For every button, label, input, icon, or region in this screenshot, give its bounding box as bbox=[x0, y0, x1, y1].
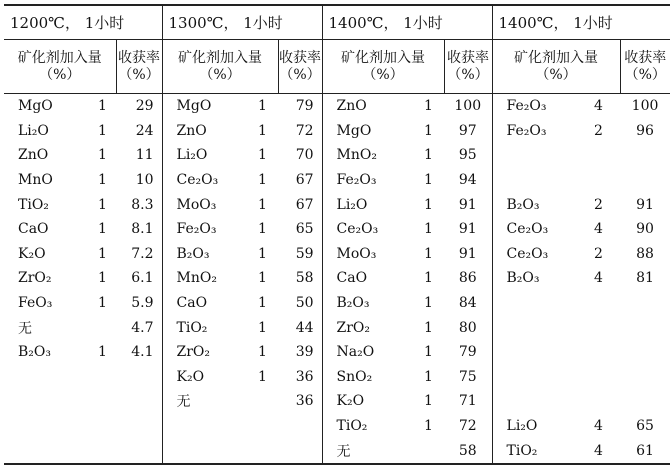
dose-cell: 1 bbox=[424, 418, 433, 435]
agent-label: 矿化剂加入量 bbox=[514, 49, 599, 66]
mineralizer-cell: B₂O₃ bbox=[336, 295, 370, 312]
dose-cell: 1 bbox=[258, 98, 267, 115]
mineralizer-cell: 无 bbox=[336, 443, 351, 460]
yield-cell bbox=[620, 340, 670, 365]
dose-cell bbox=[256, 414, 278, 439]
yield-unit: （%） bbox=[447, 66, 489, 83]
yield-cell: 4.7 bbox=[116, 315, 162, 340]
dose-cell: 1 bbox=[258, 295, 267, 312]
yield-cell bbox=[620, 389, 670, 414]
table-row bbox=[4, 168, 670, 193]
yield-cell bbox=[116, 389, 162, 414]
dose-cell: 1 bbox=[98, 122, 107, 139]
yield-cell: 4.1 bbox=[116, 340, 162, 365]
dose-cell: 4 bbox=[594, 442, 603, 459]
yield-cell: 86 bbox=[444, 266, 492, 291]
yield-cell: 65 bbox=[636, 418, 654, 435]
dose-cell: 1 bbox=[424, 393, 433, 410]
dose-cell: 1 bbox=[424, 98, 433, 115]
yield-cell: 6.1 bbox=[116, 266, 162, 291]
mineralizer-cell: ZrO₂ bbox=[176, 344, 211, 361]
mineralizer-cell: K₂O bbox=[176, 368, 205, 385]
yield-cell bbox=[278, 438, 322, 464]
column-header-yield bbox=[620, 40, 670, 94]
yield-cell: 10 bbox=[116, 168, 162, 193]
dose-cell bbox=[96, 438, 116, 464]
dose-cell: 1 bbox=[98, 295, 107, 312]
table-row bbox=[4, 365, 670, 390]
yield-cell: 58 bbox=[278, 266, 322, 291]
block-2-condition: 1300℃， 1小时 bbox=[162, 5, 322, 40]
column-header-yield bbox=[116, 40, 162, 94]
dose-cell: 1 bbox=[258, 147, 267, 164]
dose-cell bbox=[592, 143, 620, 168]
agent-label: 矿化剂加入量 bbox=[17, 49, 102, 66]
yield-cell: 61 bbox=[636, 442, 654, 459]
mineralizer-cell: ZnO bbox=[18, 147, 49, 164]
mineralizer-cell bbox=[4, 365, 96, 390]
yield-cell bbox=[116, 414, 162, 439]
yield-cell: 90 bbox=[636, 221, 654, 238]
dose-cell bbox=[96, 414, 116, 439]
table-row bbox=[4, 217, 670, 242]
yield-cell bbox=[116, 365, 162, 390]
yield-cell: 97 bbox=[444, 119, 492, 144]
dose-cell: 1 bbox=[98, 147, 107, 164]
yield-cell: 91 bbox=[636, 196, 654, 213]
mineralizer-cell: Fe₂O₃ bbox=[176, 221, 217, 238]
dose-cell: 1 bbox=[98, 270, 107, 287]
column-header-yield bbox=[278, 40, 322, 94]
mineralizer-cell: B₂O₃ bbox=[506, 270, 540, 287]
mineralizer-cell: Fe₂O₃ bbox=[336, 172, 377, 189]
dose-cell: 2 bbox=[594, 196, 603, 213]
mineralizer-cell: Ce₂O₃ bbox=[506, 245, 549, 262]
dose-cell: 1 bbox=[424, 221, 433, 238]
column-header-agent bbox=[4, 40, 116, 94]
yield-cell: 79 bbox=[278, 94, 322, 119]
dose-cell: 1 bbox=[98, 245, 107, 262]
yield-cell: 71 bbox=[444, 389, 492, 414]
dose-cell: 1 bbox=[424, 147, 433, 164]
yield-cell bbox=[620, 143, 670, 168]
mineralizer-cell: B₂O₃ bbox=[18, 344, 51, 361]
mineralizer-cell: Fe₂O₃ bbox=[506, 122, 547, 139]
yield-cell bbox=[278, 414, 322, 439]
dose-cell: 1 bbox=[98, 221, 107, 238]
yield-cell: 67 bbox=[278, 168, 322, 193]
dose-cell bbox=[96, 365, 116, 390]
agent-label: 矿化剂加入量 bbox=[178, 49, 263, 66]
mineralizer-cell: K₂O bbox=[336, 393, 365, 410]
table-row bbox=[4, 438, 670, 464]
agent-unit: （%） bbox=[199, 66, 241, 83]
yield-cell: 36 bbox=[278, 365, 322, 390]
agent-unit: （%） bbox=[535, 66, 577, 83]
dose-cell: 1 bbox=[424, 122, 433, 139]
yield-cell bbox=[620, 315, 670, 340]
dose-cell bbox=[256, 438, 278, 464]
agent-label: 矿化剂加入量 bbox=[341, 49, 426, 66]
mineralizer-cell bbox=[492, 143, 592, 168]
dose-cell: 1 bbox=[258, 270, 267, 287]
yield-cell bbox=[620, 291, 670, 316]
mineralizer-cell bbox=[4, 438, 96, 464]
dose-cell: 1 bbox=[98, 196, 107, 213]
dose-cell: 2 bbox=[594, 122, 603, 139]
mineralizer-cell: Li₂O bbox=[336, 196, 368, 213]
dose-cell: 1 bbox=[424, 344, 433, 361]
mineralizer-cell: TiO₂ bbox=[176, 319, 208, 336]
mineralizer-cell: MnO₂ bbox=[176, 270, 217, 287]
mineralizer-cell: 无 bbox=[18, 320, 32, 337]
dose-cell bbox=[592, 365, 620, 390]
dose-cell bbox=[592, 291, 620, 316]
yield-cell: 59 bbox=[278, 242, 322, 267]
mineralizer-cell bbox=[492, 340, 592, 365]
yield-cell: 100 bbox=[444, 94, 492, 119]
table-row bbox=[4, 192, 670, 217]
mineralizer-cell bbox=[162, 414, 256, 439]
dose-cell bbox=[592, 389, 620, 414]
agent-unit: （%） bbox=[39, 66, 81, 83]
table-body bbox=[4, 94, 670, 464]
dose-cell: 1 bbox=[258, 122, 267, 139]
yield-cell: 95 bbox=[444, 143, 492, 168]
yield-cell: 5.9 bbox=[116, 291, 162, 316]
agent-unit: （%） bbox=[362, 66, 404, 83]
yield-cell: 58 bbox=[444, 438, 492, 464]
mineralizer-cell: Li₂O bbox=[18, 122, 49, 139]
yield-cell: 44 bbox=[278, 315, 322, 340]
column-header-yield bbox=[444, 40, 492, 94]
dose-cell: 1 bbox=[258, 172, 267, 189]
dose-cell: 1 bbox=[258, 368, 267, 385]
dose-cell: 1 bbox=[424, 245, 433, 262]
mineralizer-cell: Li₂O bbox=[506, 418, 538, 435]
dose-cell: 1 bbox=[424, 368, 433, 385]
mineralizer-cell bbox=[492, 365, 592, 390]
table-row bbox=[4, 94, 670, 119]
table-row bbox=[4, 414, 670, 439]
yield-cell bbox=[620, 168, 670, 193]
mineralizer-cell: ZrO₂ bbox=[336, 319, 371, 336]
mineralizer-cell: FeO₃ bbox=[18, 295, 53, 312]
dose-cell: 2 bbox=[594, 245, 603, 262]
yield-cell: 94 bbox=[444, 168, 492, 193]
yield-cell: 84 bbox=[444, 291, 492, 316]
dose-cell: 4 bbox=[594, 270, 603, 287]
mineralizer-cell: ZrO₂ bbox=[18, 270, 52, 287]
dose-cell: 4 bbox=[594, 418, 603, 435]
yield-cell: 29 bbox=[116, 94, 162, 119]
dose-cell: 1 bbox=[258, 196, 267, 213]
yield-cell: 80 bbox=[444, 315, 492, 340]
dose-cell: 1 bbox=[424, 270, 433, 287]
mineralizer-cell: Ce₂O₃ bbox=[336, 221, 379, 238]
mineralizer-cell bbox=[4, 389, 96, 414]
dose-cell: 1 bbox=[98, 172, 107, 189]
mineralizer-cell bbox=[492, 168, 592, 193]
column-header-agent bbox=[162, 40, 278, 94]
mineralizer-cell: MnO bbox=[18, 172, 53, 189]
yield-cell: 91 bbox=[444, 242, 492, 267]
dose-cell: 1 bbox=[424, 172, 433, 189]
dose-cell bbox=[96, 315, 116, 340]
yield-cell: 100 bbox=[631, 98, 659, 115]
dose-cell bbox=[422, 438, 444, 464]
yield-cell: 7.2 bbox=[116, 242, 162, 267]
yield-cell: 72 bbox=[444, 414, 492, 439]
mineralizer-cell bbox=[492, 291, 592, 316]
yield-label: 收获率 bbox=[624, 49, 667, 66]
mineralizer-cell: Li₂O bbox=[176, 147, 208, 164]
yield-cell: 72 bbox=[278, 119, 322, 144]
mineralizer-cell: TiO₂ bbox=[336, 418, 368, 435]
mineralizer-cell: ZnO bbox=[336, 98, 367, 115]
mineralizer-cell: MoO₃ bbox=[176, 196, 217, 213]
mineralizer-cell: CaO bbox=[176, 295, 208, 312]
block-3-condition: 1400℃， 1小时 bbox=[322, 5, 492, 40]
dose-cell: 1 bbox=[98, 344, 107, 361]
yield-cell: 91 bbox=[444, 192, 492, 217]
mineralizer-cell: MgO bbox=[336, 122, 372, 139]
table-row bbox=[4, 315, 670, 340]
yield-cell: 81 bbox=[636, 270, 654, 287]
mineralizer-cell: K₂O bbox=[18, 245, 46, 262]
yield-label: 收获率 bbox=[118, 49, 160, 66]
yield-unit: （%） bbox=[624, 66, 666, 83]
yield-cell: 91 bbox=[444, 217, 492, 242]
column-header-row bbox=[4, 40, 670, 94]
mineralizer-cell bbox=[162, 438, 256, 464]
yield-cell: 79 bbox=[444, 340, 492, 365]
dose-cell: 1 bbox=[258, 245, 267, 262]
mineralizer-cell: Fe₂O₃ bbox=[506, 98, 547, 115]
dose-cell bbox=[592, 315, 620, 340]
yield-label: 收获率 bbox=[279, 49, 322, 66]
mineralizer-yield-table bbox=[4, 4, 670, 465]
mineralizer-cell: SnO₂ bbox=[336, 368, 373, 385]
yield-cell: 96 bbox=[636, 122, 654, 139]
dose-cell: 4 bbox=[594, 98, 603, 115]
yield-cell: 8.3 bbox=[116, 192, 162, 217]
mineralizer-cell: MoO₃ bbox=[336, 245, 377, 262]
dose-cell: 4 bbox=[594, 221, 603, 238]
mineralizer-cell: TiO₂ bbox=[506, 442, 538, 459]
yield-cell: 65 bbox=[278, 217, 322, 242]
mineralizer-cell: B₂O₃ bbox=[506, 196, 540, 213]
yield-cell: 24 bbox=[116, 119, 162, 144]
dose-cell bbox=[96, 389, 116, 414]
yield-unit: （%） bbox=[279, 66, 321, 83]
column-header-agent bbox=[322, 40, 444, 94]
mineralizer-cell bbox=[492, 389, 592, 414]
mineralizer-cell: B₂O₃ bbox=[176, 245, 210, 262]
yield-cell: 75 bbox=[444, 365, 492, 390]
yield-cell: 36 bbox=[278, 389, 322, 414]
mineralizer-cell: CaO bbox=[336, 270, 368, 287]
column-header-agent bbox=[492, 40, 620, 94]
yield-label: 收获率 bbox=[447, 49, 490, 66]
yield-cell: 8.1 bbox=[116, 217, 162, 242]
table-row bbox=[4, 242, 670, 267]
yield-cell: 39 bbox=[278, 340, 322, 365]
mineralizer-cell: 无 bbox=[176, 394, 191, 411]
block-1-condition: 1200℃， 1小时 bbox=[4, 5, 162, 40]
condition-title-row bbox=[4, 5, 670, 40]
table-row bbox=[4, 266, 670, 291]
dose-cell bbox=[256, 389, 278, 414]
dose-cell: 1 bbox=[424, 295, 433, 312]
yield-cell: 50 bbox=[278, 291, 322, 316]
yield-cell bbox=[116, 438, 162, 464]
table-row bbox=[4, 143, 670, 168]
dose-cell: 1 bbox=[424, 196, 433, 213]
yield-cell: 70 bbox=[278, 143, 322, 168]
mineralizer-cell: MnO₂ bbox=[336, 147, 377, 164]
mineralizer-cell bbox=[492, 315, 592, 340]
dose-cell: 1 bbox=[258, 319, 267, 336]
mineralizer-cell: MgO bbox=[18, 98, 53, 115]
mineralizer-cell: CaO bbox=[18, 221, 49, 238]
dose-cell bbox=[592, 168, 620, 193]
yield-unit: （%） bbox=[118, 66, 160, 83]
mineralizer-cell: Ce₂O₃ bbox=[506, 221, 549, 238]
yield-cell: 11 bbox=[116, 143, 162, 168]
mineralizer-cell bbox=[4, 414, 96, 439]
block-4-condition: 1400℃， 1小时 bbox=[492, 5, 670, 40]
dose-cell: 1 bbox=[98, 98, 107, 115]
dose-cell: 1 bbox=[424, 319, 433, 336]
table-row bbox=[4, 340, 670, 365]
dose-cell bbox=[592, 340, 620, 365]
table-row bbox=[4, 389, 670, 414]
mineralizer-cell: Na₂O bbox=[336, 344, 375, 361]
mineralizer-yield-table-page bbox=[4, 4, 667, 464]
mineralizer-cell: Ce₂O₃ bbox=[176, 172, 219, 189]
dose-cell: 1 bbox=[258, 344, 267, 361]
mineralizer-cell: ZnO bbox=[176, 122, 207, 139]
table-row bbox=[4, 119, 670, 144]
mineralizer-cell: TiO₂ bbox=[18, 196, 49, 213]
dose-cell: 1 bbox=[258, 221, 267, 238]
yield-cell bbox=[620, 365, 670, 390]
yield-cell: 88 bbox=[636, 245, 654, 262]
table-row bbox=[4, 291, 670, 316]
yield-cell: 67 bbox=[278, 192, 322, 217]
mineralizer-cell: MgO bbox=[176, 98, 212, 115]
